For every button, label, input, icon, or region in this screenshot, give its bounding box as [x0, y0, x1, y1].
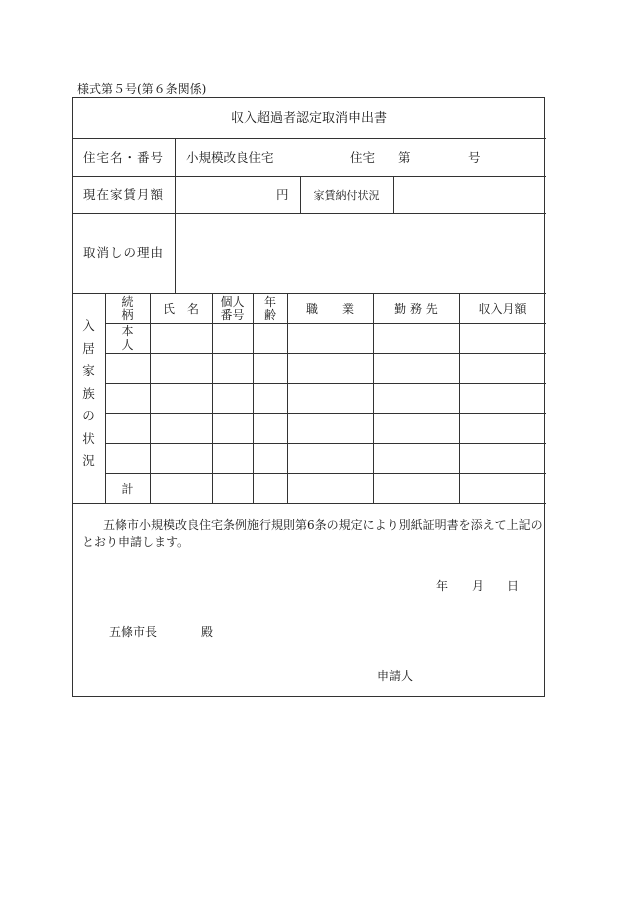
- row-divider: [105, 323, 546, 324]
- date-year: 年: [436, 579, 449, 593]
- header-workplace: 勤 務 先: [394, 302, 438, 316]
- declaration-line-2: とおり申請します。: [82, 535, 190, 549]
- addressee-mayor: 五條市長: [109, 625, 158, 639]
- row-divider: [72, 213, 546, 214]
- housing-dai: 第: [398, 150, 411, 165]
- column-divider: [287, 293, 288, 503]
- rent-yen: 円: [276, 187, 289, 202]
- header-age: 年 齢: [263, 295, 276, 322]
- column-divider: [150, 293, 151, 503]
- header-income: 収入月額: [478, 302, 527, 316]
- form-number: 様式第５号(第６条関係): [77, 82, 207, 96]
- reason-label: 取消しの理由: [82, 245, 164, 260]
- column-divider: [393, 176, 394, 213]
- housing-label: 住宅名・番号: [82, 150, 164, 165]
- declaration-line-1: 五條市小規模改良住宅条例施行規則第6条の規定により別紙証明書を添えて上記の: [103, 518, 543, 532]
- form-title: 収入超過者認定取消申出書: [230, 111, 387, 126]
- header-name: 氏 名: [162, 302, 199, 316]
- row-divider: [105, 413, 546, 414]
- rent-label: 現在家賃月額: [82, 187, 164, 202]
- row-divider: [72, 503, 546, 504]
- date-month: 月: [472, 579, 485, 593]
- column-divider: [253, 293, 254, 503]
- rent-status-label: 家賃納付状況: [313, 189, 380, 202]
- date-day: 日: [507, 579, 520, 593]
- row-divider: [105, 473, 546, 474]
- applicant-label: 申請人: [377, 669, 414, 683]
- housing-gou: 号: [468, 150, 481, 165]
- header-personal-number: 個人 番号: [220, 295, 245, 322]
- addressee-dono: 殿: [201, 625, 214, 639]
- header-relation: 続 柄: [121, 295, 134, 322]
- row-divider: [72, 176, 546, 177]
- family-side-label: 入 居 家 族 の 状 況: [82, 318, 95, 468]
- housing-juutaku: 住宅: [350, 150, 376, 165]
- column-divider: [212, 293, 213, 503]
- column-divider: [459, 293, 460, 503]
- total-label: 計: [121, 482, 134, 496]
- column-divider: [373, 293, 374, 503]
- row-divider: [105, 383, 546, 384]
- header-occupation: 職 業: [305, 302, 354, 316]
- self-label: 本 人: [121, 324, 134, 352]
- column-divider: [175, 138, 176, 293]
- row-divider: [72, 138, 546, 139]
- row-divider: [105, 443, 546, 444]
- row-divider: [105, 353, 546, 354]
- row-divider: [72, 293, 546, 294]
- housing-name: 小規模改良住宅: [186, 150, 274, 165]
